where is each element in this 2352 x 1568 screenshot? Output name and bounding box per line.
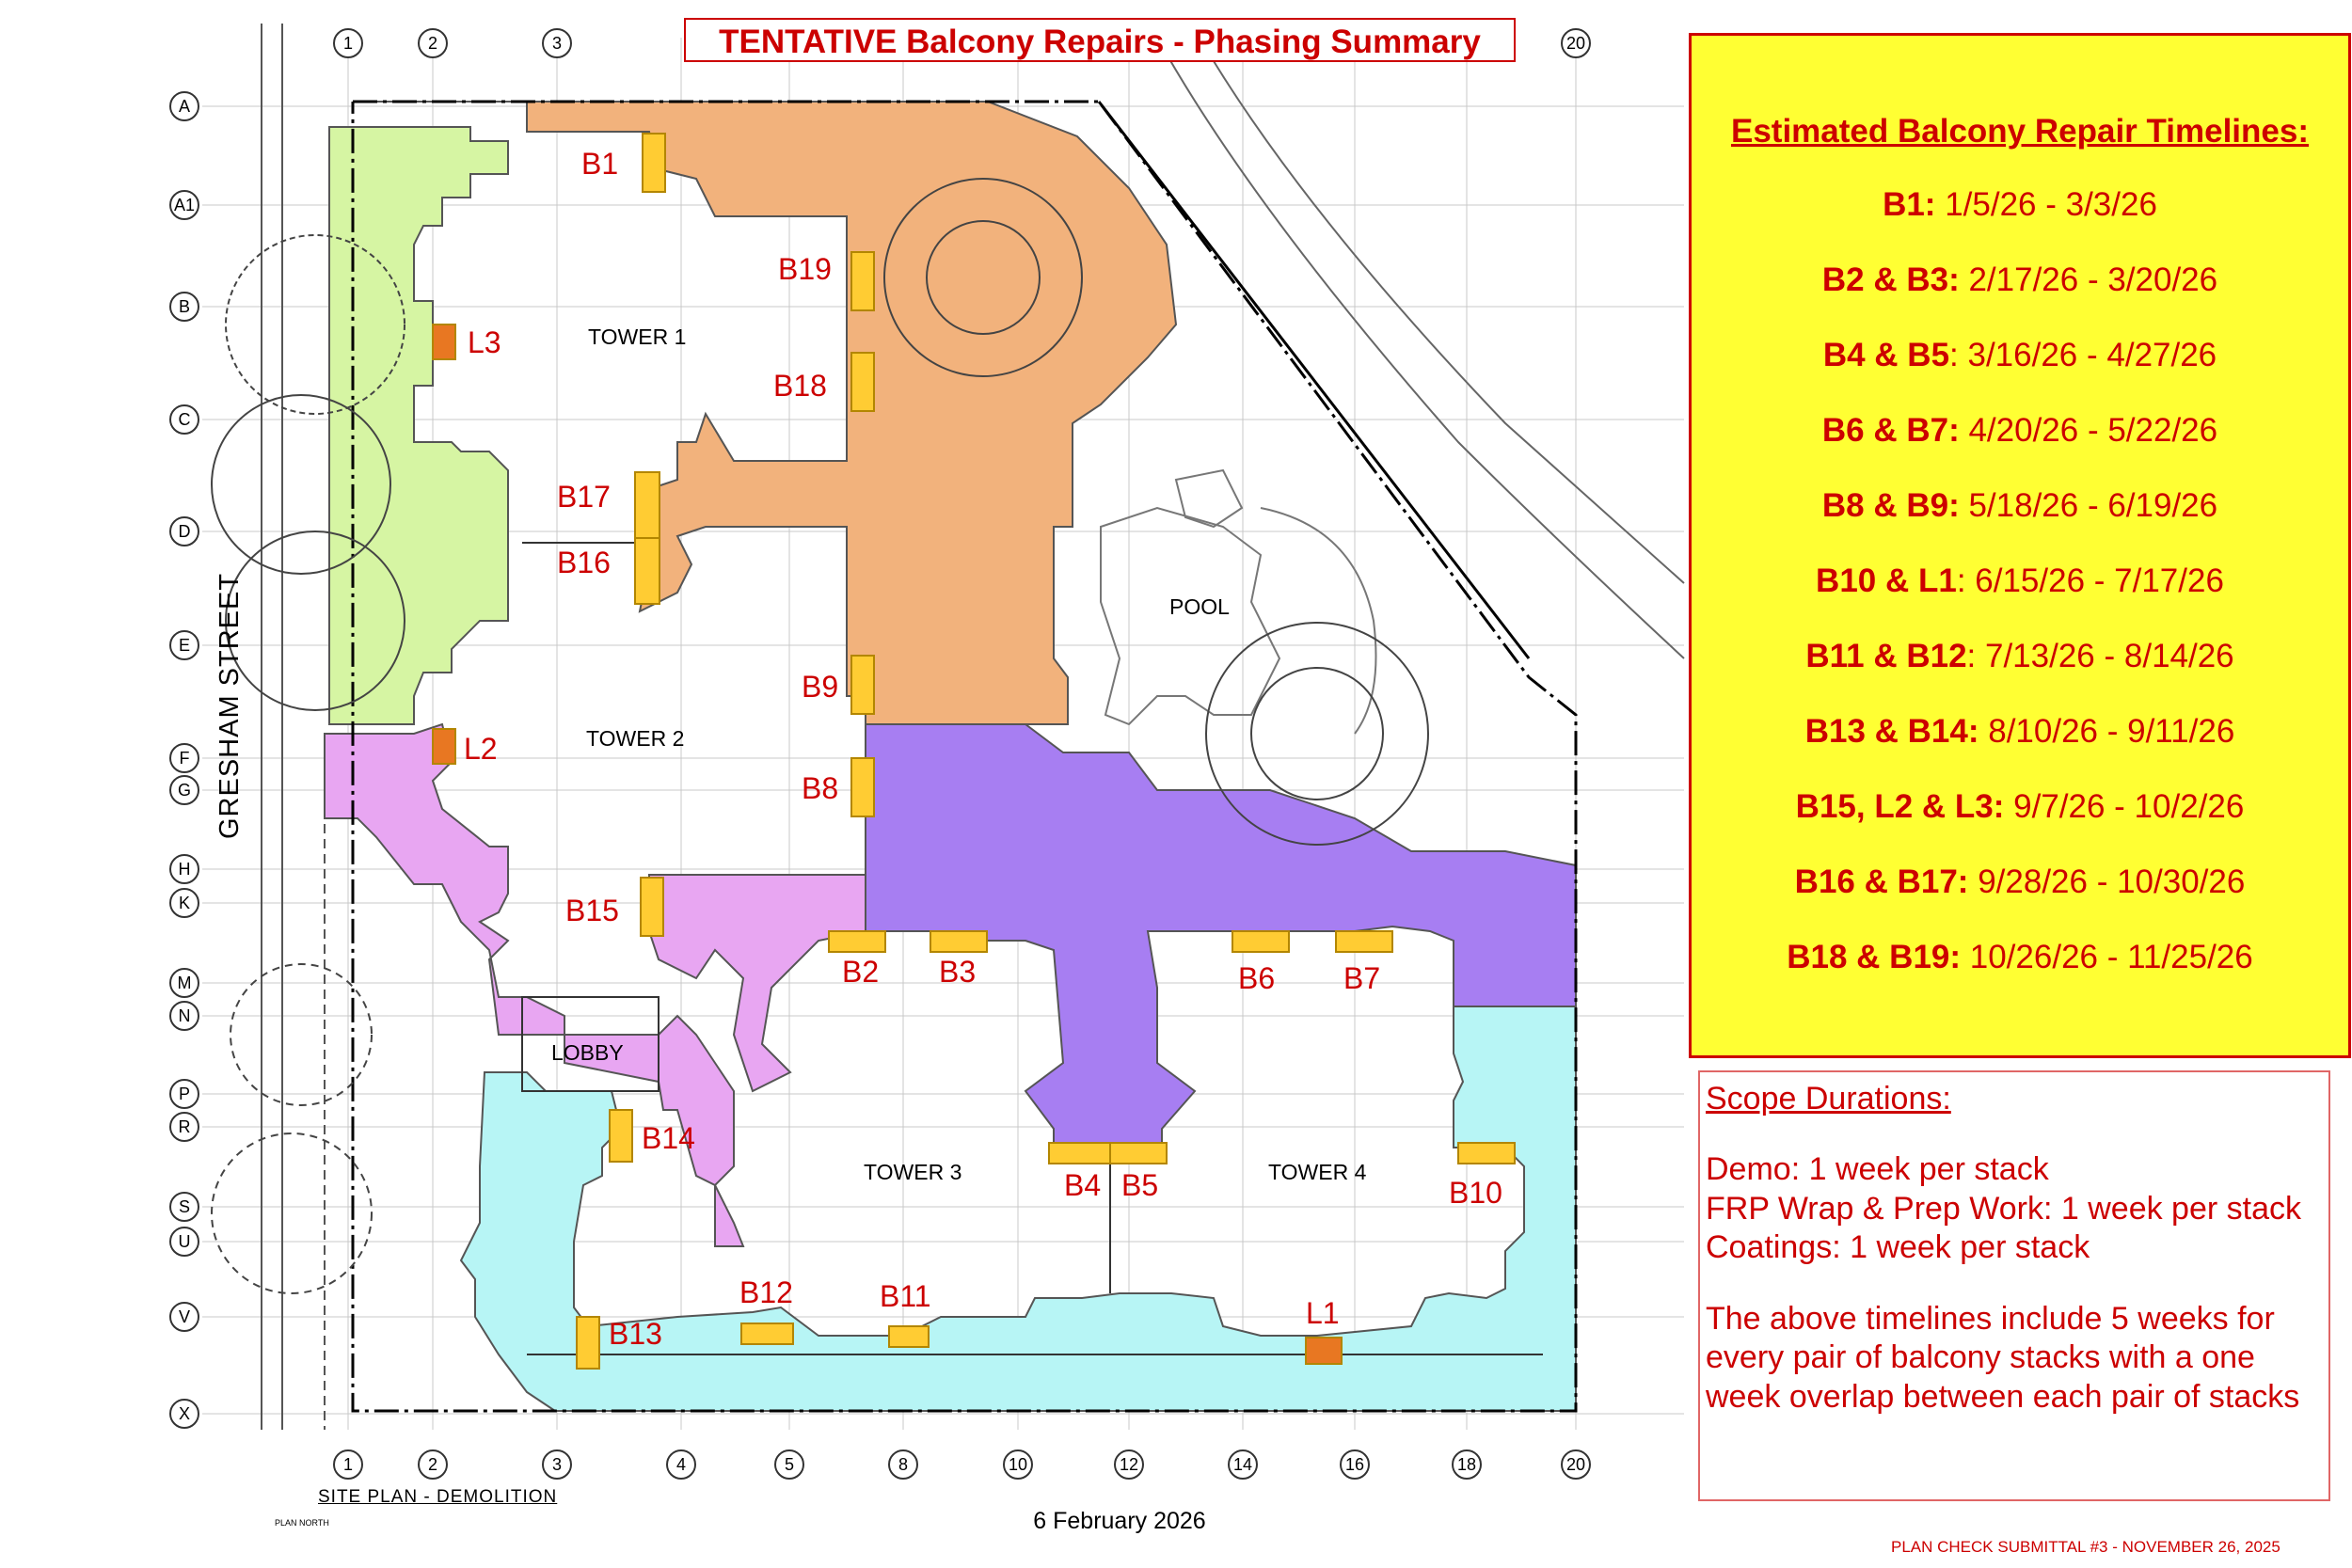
tower-1-label: TOWER 1 — [588, 325, 687, 349]
stack-b4 — [1049, 1143, 1110, 1164]
grid-row-label: P — [178, 1085, 191, 1103]
scope-line: FRP Wrap & Prep Work: 1 week per stack — [1706, 1190, 2302, 1227]
grid-row-label: K — [178, 894, 191, 912]
label-b13: B13 — [609, 1317, 662, 1351]
tower-4-label: TOWER 4 — [1268, 1160, 1367, 1184]
submittal-note: PLAN CHECK SUBMITTAL #3 - NOVEMBER 26, 2025 — [1891, 1538, 2280, 1556]
label-b2: B2 — [842, 955, 880, 989]
grid-column-label: 3 — [551, 1455, 563, 1474]
timeline-stacks: B18 & B19: — [1787, 939, 1962, 975]
timeline-stacks: B15, L2 & L3: — [1795, 788, 2005, 825]
timeline-stacks: B16 & B17: — [1794, 863, 1969, 900]
grid-row-label: B — [178, 297, 191, 316]
grid-row-label: X — [178, 1404, 191, 1423]
label-b6: B6 — [1238, 961, 1276, 995]
label-b18: B18 — [773, 369, 827, 403]
grid-column-label: 10 — [1008, 1455, 1028, 1474]
grid-row-label: V — [178, 1307, 191, 1326]
timeline-stacks: B13 & B14: — [1804, 713, 1979, 750]
stack-b13 — [577, 1317, 599, 1369]
grid-column-label: 16 — [1344, 1455, 1365, 1474]
stack-b14 — [610, 1110, 632, 1162]
grid-row-label: G — [177, 781, 192, 800]
pool-outline — [1101, 470, 1376, 734]
scope-heading: Scope Durations: — [1706, 1081, 1951, 1117]
grid-row-label: R — [178, 1117, 191, 1136]
grid-column-label: 1 — [342, 1455, 354, 1474]
timeline-row — [1692, 412, 2348, 450]
stack-b3 — [930, 931, 987, 952]
timeline-row — [1692, 337, 2348, 374]
grid-column-label: 5 — [784, 1455, 795, 1474]
stack-b17 — [635, 472, 660, 538]
label-b14: B14 — [642, 1121, 695, 1155]
label-b11: B11 — [880, 1279, 931, 1313]
timeline-row — [1692, 638, 2348, 675]
stack-b12 — [741, 1323, 793, 1344]
stack-b18 — [851, 353, 874, 411]
timeline-row — [1692, 788, 2348, 826]
timeline-row — [1692, 261, 2348, 299]
timeline-row — [1692, 713, 2348, 751]
timeline-dates: 5/18/26 - 6/19/26 — [1959, 487, 2218, 524]
lobby-label: LOBBY — [551, 1040, 624, 1065]
timeline-stacks: B1: — [1883, 186, 1936, 223]
grid-column-label: 1 — [342, 34, 354, 53]
site-plan-title: SITE PLAN - DEMOLITION — [318, 1487, 558, 1507]
label-l3: L3 — [468, 325, 501, 359]
phase-region-orange — [353, 102, 1176, 724]
label-b19: B19 — [778, 252, 832, 286]
pool-label: POOL — [1169, 594, 1230, 619]
grid-row-label: F — [179, 749, 190, 768]
timeline-dates: 4/20/26 - 5/22/26 — [1959, 412, 2218, 449]
stack-b1 — [643, 134, 665, 192]
label-b3: B3 — [939, 955, 977, 989]
label-b10: B10 — [1449, 1176, 1502, 1210]
grid-row-label: D — [178, 522, 191, 541]
stack-b8 — [851, 758, 874, 816]
stack-b19 — [851, 252, 874, 310]
grid-column-label: 2 — [427, 34, 438, 53]
timeline-dates: 2/17/26 - 3/20/26 — [1959, 261, 2218, 298]
timeline-dates: : 3/16/26 - 4/27/26 — [1949, 337, 2217, 373]
stack-b11 — [889, 1326, 929, 1347]
timeline-row — [1692, 863, 2348, 901]
timeline-stacks: B11 & B12 — [1805, 638, 1967, 674]
street-edge — [262, 24, 325, 1430]
tower-2-label: TOWER 2 — [586, 726, 685, 751]
street-name: GRESHAM STREET — [215, 572, 245, 839]
stack-b16 — [635, 538, 660, 604]
label-b1: B1 — [581, 147, 619, 181]
grid-column-label: 20 — [1565, 1455, 1586, 1474]
tower-3-label: TOWER 3 — [864, 1160, 962, 1184]
grid-column-label: 18 — [1456, 1455, 1477, 1474]
scope-line: Coatings: 1 week per stack — [1706, 1229, 2090, 1266]
timeline-dates: 10/26/26 - 11/25/26 — [1961, 939, 2253, 975]
stack-b10 — [1458, 1143, 1515, 1164]
grid-column-label: 2 — [427, 1455, 438, 1474]
timeline-row — [1692, 562, 2348, 600]
label-b17: B17 — [557, 480, 611, 514]
grid-row-label: E — [178, 636, 191, 655]
timeline-dates: : 6/15/26 - 7/17/26 — [1956, 562, 2224, 599]
label-l1: L1 — [1306, 1296, 1340, 1330]
timeline-stacks: B6 & B7: — [1821, 412, 1960, 449]
stack-b5 — [1110, 1143, 1167, 1164]
timeline-panel — [1689, 33, 2351, 1058]
label-b15: B15 — [565, 894, 619, 927]
timeline-dates: 8/10/26 - 9/11/26 — [1979, 713, 2235, 750]
stack-l2 — [433, 729, 455, 764]
timeline-stacks: B8 & B9: — [1821, 487, 1960, 524]
grid-column-label: 12 — [1119, 1455, 1139, 1474]
page-title: TENTATIVE Balcony Repairs - Phasing Summary — [684, 18, 1516, 62]
grid-row-label: M — [177, 974, 192, 992]
scope-panel — [1698, 1070, 2330, 1501]
stack-b7 — [1336, 931, 1392, 952]
timeline-stacks: B4 & B5 — [1822, 337, 1950, 373]
plan-date: 6 February 2026 — [1033, 1508, 1206, 1534]
stack-b2 — [829, 931, 885, 952]
bayside-walkway — [1157, 38, 1684, 658]
label-b5: B5 — [1121, 1168, 1159, 1202]
grid-row-label: N — [178, 1006, 191, 1025]
north-arrow-label: PLAN NORTH — [275, 1518, 329, 1528]
timeline-stacks: B10 & L1 — [1816, 562, 1957, 599]
stack-b15 — [641, 878, 663, 936]
label-b8: B8 — [802, 771, 839, 805]
label-l2: L2 — [464, 732, 498, 766]
timeline-dates: 9/7/26 - 10/2/26 — [2004, 788, 2245, 825]
label-b7: B7 — [1343, 961, 1381, 995]
grid-row-label: H — [178, 860, 191, 879]
timeline-row — [1692, 487, 2348, 525]
timeline-row — [1692, 939, 2348, 976]
timeline-dates: 9/28/26 - 10/30/26 — [1968, 863, 2246, 900]
grid-row-label: U — [178, 1232, 191, 1251]
grid-row-label: S — [178, 1197, 191, 1216]
grid-row-label: A — [178, 97, 191, 116]
scope-line: Demo: 1 week per stack — [1706, 1151, 2049, 1188]
timeline-dates: 1/5/26 - 3/3/26 — [1935, 186, 2157, 223]
grid-column-label: 3 — [551, 34, 563, 53]
stack-l1 — [1306, 1338, 1342, 1364]
label-b4: B4 — [1064, 1168, 1102, 1202]
timeline-dates: : 7/13/26 - 8/14/26 — [1966, 638, 2234, 674]
grid-column-label: 14 — [1232, 1455, 1253, 1474]
timeline-heading: Estimated Balcony Repair Timelines: — [1730, 113, 2309, 150]
grid-column-label: 4 — [675, 1455, 687, 1474]
grid-row-label: A1 — [173, 196, 196, 214]
grid-column-label: 20 — [1565, 34, 1586, 53]
scope-note: The above timelines include 5 weeks for every pair of balcony stacks with a one week overlap between each pair of stacks — [1706, 1300, 2300, 1415]
grid-column-label: 8 — [898, 1455, 909, 1474]
stack-l3 — [433, 325, 455, 359]
stack-b9 — [851, 656, 874, 714]
label-b16: B16 — [557, 546, 611, 579]
grid-row-label: C — [178, 410, 191, 429]
label-b12: B12 — [739, 1275, 793, 1309]
stack-b6 — [1232, 931, 1289, 952]
label-b9: B9 — [802, 670, 839, 704]
timeline-stacks: B2 & B3: — [1821, 261, 1960, 298]
timeline-row — [1692, 186, 2348, 224]
phase-region-green — [329, 127, 508, 724]
